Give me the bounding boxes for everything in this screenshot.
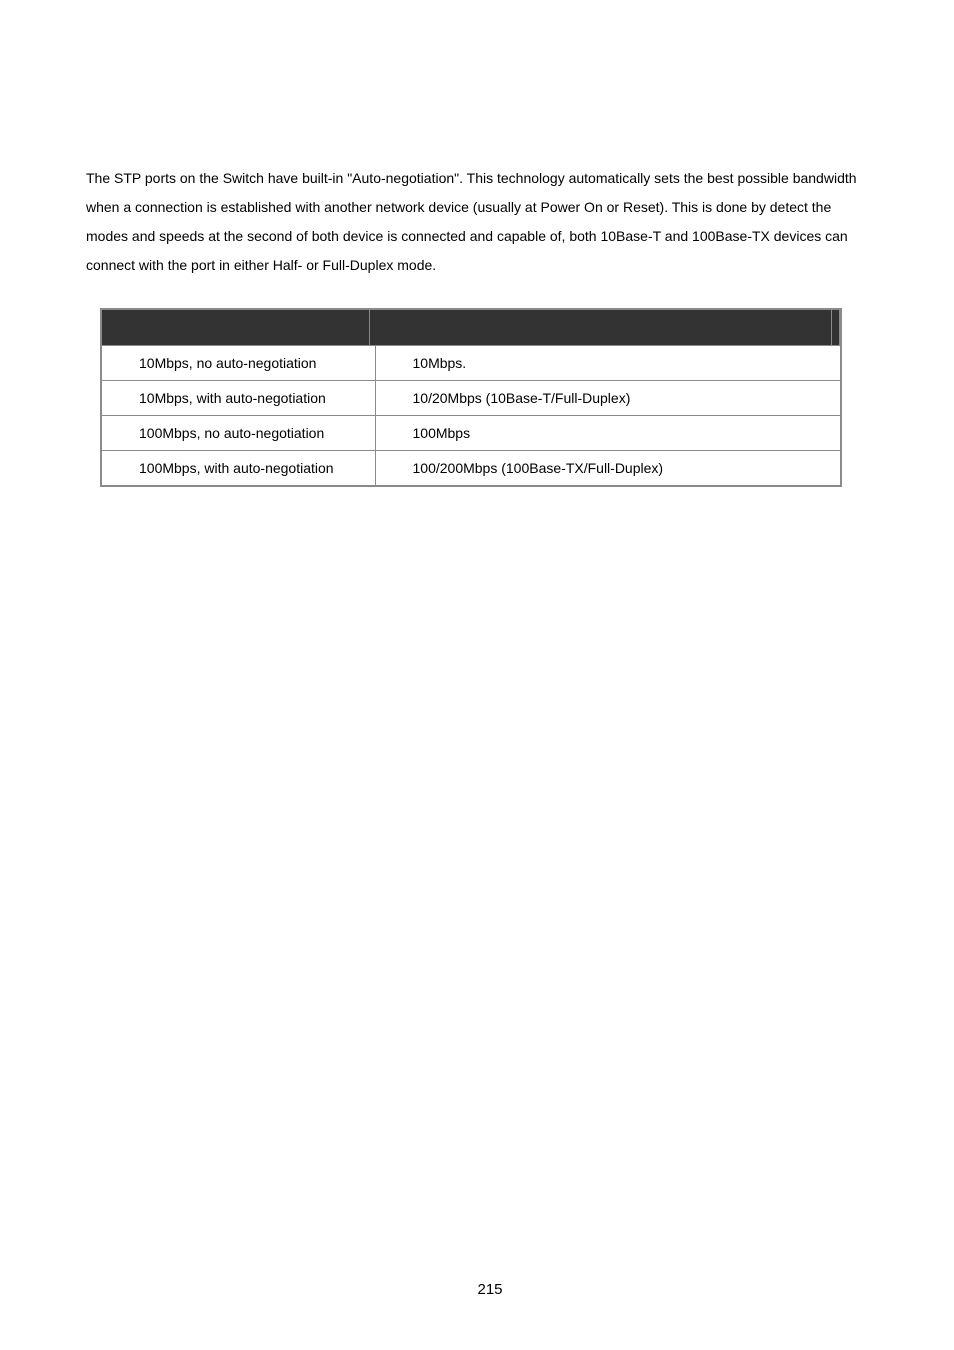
table-header-cell xyxy=(101,309,375,346)
table-cell: 10Mbps. xyxy=(375,346,841,381)
table-cell: 10/20Mbps (10Base-T/Full-Duplex) xyxy=(375,381,841,416)
intro-paragraph: The STP ports on the Switch have built-in "Auto-negotiation". This technology automatically sets the best possible bandwidth when a connection is established with another network device (usually at Power On or Reset). This is done by detect the modes and speeds at the second of both device is connected and capable of, both 10Base-T and 100Base-TX devices can connect with the port in either Half- or Full-Duplex mode. xyxy=(86,170,857,273)
table-row xyxy=(101,346,841,381)
table-cell: 10Mbps, with auto-negotiation xyxy=(101,381,375,416)
table-cell: 100Mbps, with auto-negotiation xyxy=(101,451,375,487)
table-row xyxy=(101,451,841,487)
table-cell: 100/200Mbps (100Base-TX/Full-Duplex) xyxy=(375,451,841,487)
table-header-row xyxy=(101,309,841,346)
table-header-cell xyxy=(375,309,841,346)
header-edge-divider xyxy=(831,310,840,345)
table-row xyxy=(101,381,841,416)
table-cell: 10Mbps, no auto-negotiation xyxy=(101,346,375,381)
table-row xyxy=(101,416,841,451)
table-cell: 100Mbps xyxy=(375,416,841,451)
page-number: 215 xyxy=(477,1281,503,1298)
table-cell: 100Mbps, no auto-negotiation xyxy=(101,416,375,451)
speed-table xyxy=(100,308,842,487)
